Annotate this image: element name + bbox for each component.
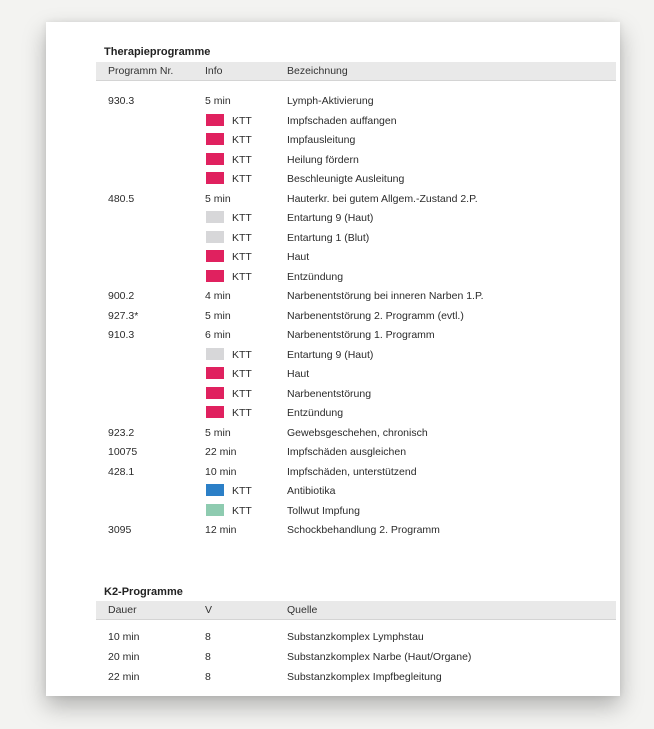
duration: 12 min [205, 524, 237, 536]
program-number: 480.5 [108, 192, 135, 205]
header-v: V [205, 604, 213, 616]
table-row [96, 345, 616, 365]
table-row [96, 150, 616, 170]
duration: 5 min [205, 192, 231, 205]
description: Lymph-Aktivierung [287, 95, 374, 107]
header-quelle: Quelle [287, 604, 318, 616]
description: Narbenentstörung 2. Programm (evtl.) [287, 309, 464, 322]
ktt-label: KTT [232, 270, 252, 283]
description: Entzündung [287, 407, 344, 419]
ktt-label: KTT [232, 173, 252, 185]
color-badge-gray [206, 231, 224, 243]
description: Antibiotika [287, 485, 336, 497]
description: Impfschaden auffangen [287, 114, 397, 127]
description: Impfschäden ausgleichen [287, 446, 407, 458]
ktt-label: KTT [232, 348, 252, 361]
description: Heilung fördern [287, 153, 359, 166]
quelle-value: Substanzkomplex Lymphstau [287, 631, 424, 643]
ktt-label: KTT [232, 251, 252, 263]
program-number: 927.3* [108, 309, 139, 322]
table-row [96, 228, 616, 248]
duration: 4 min [205, 290, 231, 302]
description: Entzündung [287, 270, 344, 283]
program-number: 923.2 [108, 426, 135, 439]
duration: 10 min [205, 465, 237, 478]
table-row [96, 667, 616, 687]
color-badge-gray [206, 348, 224, 360]
description: Narbenentstörung 1. Programm [287, 329, 435, 341]
header-info: Info [205, 65, 223, 77]
table-row [96, 208, 616, 228]
description: Haut [287, 251, 310, 263]
v-value: 8 [205, 631, 211, 643]
header-programm-nr: Programm Nr. [108, 65, 174, 77]
description: Narbenentstörung bei inneren Narben 1.P. [287, 290, 484, 302]
table-row [96, 384, 616, 404]
table-row [96, 306, 616, 326]
table-row [96, 442, 616, 462]
ktt-label: KTT [232, 212, 252, 224]
program-number: 910.3 [108, 329, 135, 341]
therapy-section-title: Therapieprogramme [104, 46, 211, 58]
header-bezeichnung: Bezeichnung [287, 65, 348, 77]
v-value: 8 [205, 671, 211, 683]
table-row [96, 111, 616, 131]
quelle-value: Substanzkomplex Narbe (Haut/Organe) [287, 651, 472, 663]
color-badge-pink [206, 250, 224, 262]
duration: 5 min [205, 426, 231, 439]
description: Haut [287, 368, 310, 380]
description: Entartung 9 (Haut) [287, 348, 374, 361]
color-badge-pink [206, 387, 224, 399]
table-row [96, 501, 616, 521]
dauer-value: 20 min [108, 651, 140, 663]
description: Hauterkr. bei gutem Allgem.-Zustand 2.P. [287, 192, 478, 205]
k2-section-title: K2-Programme [104, 586, 183, 598]
table-row [96, 247, 616, 267]
description: Tollwut Impfung [287, 504, 360, 517]
table-row [96, 647, 616, 667]
ktt-label: KTT [232, 485, 252, 497]
table-row [96, 462, 616, 482]
table-row [96, 481, 616, 501]
table-row [96, 286, 616, 306]
dauer-value: 10 min [108, 631, 140, 643]
table-row [96, 189, 616, 209]
description: Beschleunigte Ausleitung [287, 173, 405, 185]
color-badge-pink [206, 406, 224, 418]
program-number: 930.3 [108, 95, 135, 107]
ktt-label: KTT [232, 134, 252, 146]
duration: 5 min [205, 309, 231, 322]
ktt-label: KTT [232, 114, 252, 127]
program-number: 900.2 [108, 290, 135, 302]
color-badge-gray [206, 211, 224, 223]
table-row [96, 627, 616, 647]
ktt-label: KTT [232, 387, 252, 400]
color-badge-pink [206, 172, 224, 184]
program-number: 10075 [108, 446, 138, 458]
header-dauer: Dauer [108, 604, 137, 616]
ktt-label: KTT [232, 504, 252, 517]
table-row [96, 520, 616, 540]
description: Schockbehandlung 2. Programm [287, 524, 440, 536]
color-badge-pink [206, 133, 224, 145]
ktt-label: KTT [232, 368, 252, 380]
v-value: 8 [205, 651, 211, 663]
ktt-label: KTT [232, 407, 252, 419]
table-row [96, 364, 616, 384]
description: Impfschäden, unterstützend [287, 465, 417, 478]
k2-table-header [96, 601, 616, 620]
table-row [96, 423, 616, 443]
table-row [96, 130, 616, 150]
quelle-value: Substanzkomplex Impfbegleitung [287, 671, 442, 683]
description: Narbenentstörung [287, 387, 372, 400]
duration: 5 min [205, 95, 231, 107]
ktt-label: KTT [232, 231, 252, 244]
therapy-table-header [96, 62, 616, 81]
program-number: 3095 [108, 524, 132, 536]
color-badge-pink [206, 367, 224, 379]
table-row [96, 267, 616, 287]
description: Impfausleitung [287, 134, 356, 146]
color-badge-blue [206, 484, 224, 496]
ktt-label: KTT [232, 153, 252, 166]
color-badge-pink [206, 153, 224, 165]
color-badge-green [206, 504, 224, 516]
table-row [96, 403, 616, 423]
table-row [96, 325, 616, 345]
dauer-value: 22 min [108, 671, 140, 683]
description: Entartung 9 (Haut) [287, 212, 374, 224]
table-row [96, 91, 616, 111]
duration: 6 min [205, 329, 231, 341]
description: Gewebsgeschehen, chronisch [287, 426, 428, 439]
program-number: 428.1 [108, 465, 135, 478]
color-badge-pink [206, 270, 224, 282]
description: Entartung 1 (Blut) [287, 231, 370, 244]
color-badge-pink [206, 114, 224, 126]
table-row [96, 169, 616, 189]
duration: 22 min [205, 446, 237, 458]
